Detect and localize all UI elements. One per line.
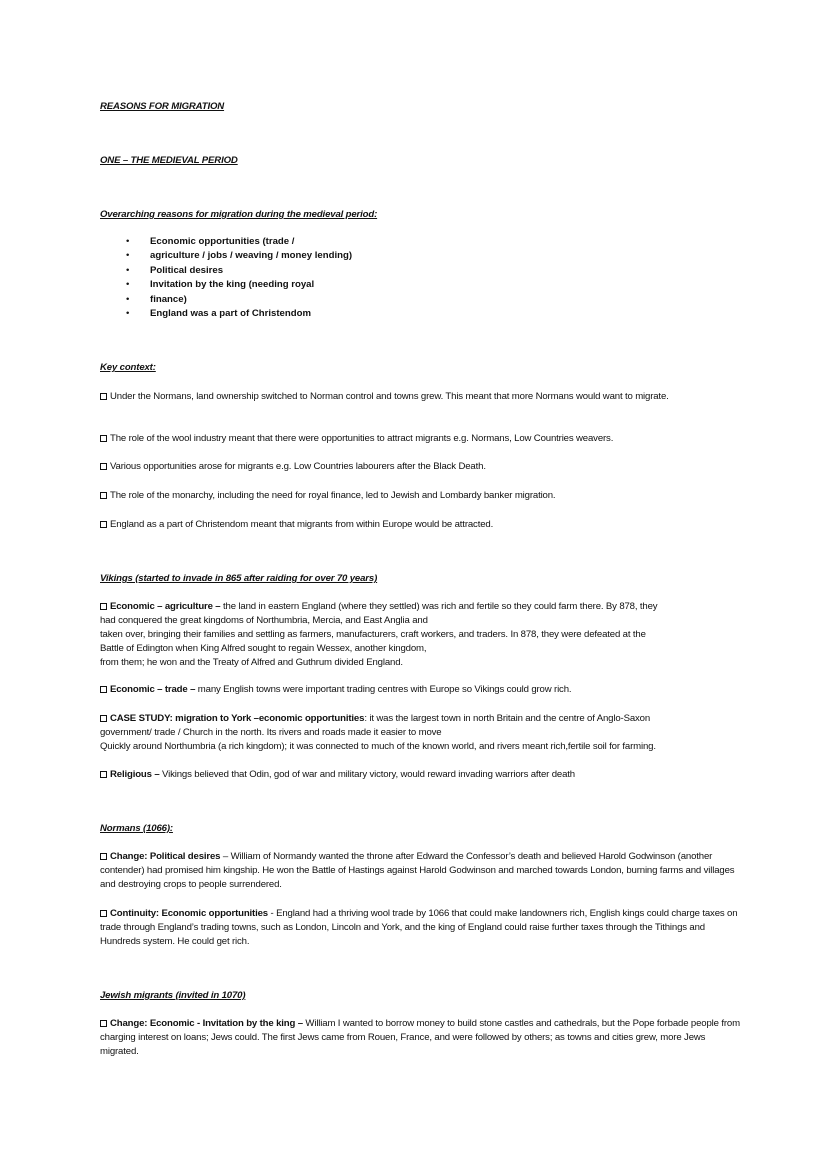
list-item: • finance) (100, 293, 352, 307)
overarching-list (100, 235, 352, 321)
list-item: • Political desires (100, 264, 352, 278)
list-item: • Invitation by the king (needing royal (100, 278, 352, 292)
checkbox-icon (100, 492, 107, 499)
list-item: • Economic opportunities (trade / (100, 235, 352, 249)
vikings-item: Religious – Vikings believed that Odin, god of war and military victory, would reward invading warriors after death (100, 768, 740, 782)
key-context-heading: Key context: (100, 362, 156, 373)
part-heading: ONE – THE MEDIEVAL PERIOD (100, 155, 238, 166)
list-item: • England was a part of Christendom (100, 307, 352, 321)
checkbox-icon (100, 603, 107, 610)
checkbox-icon (100, 393, 107, 400)
list-item: • agriculture / jobs / weaving / money lending) (100, 249, 352, 263)
vikings-item: CASE STUDY: migration to York –economic opportunities: it was the largest town in north Britain and the centre of Anglo-Saxon government/ trade / Church in the north. Its rivers and roads made it easier to move Quickly around Northumbria (a rich kingdom); it was connected to much of the known world, and rivers meant rich,fertile soil for farming. (100, 713, 656, 752)
checkbox-icon (100, 715, 107, 722)
normans-item: Change: Political desires – William of Normandy wanted the throne after Edward the Confessor’s death and believed Harold Godwinson (another contender) had promised him kingship. He won the Battle of Hastings against Harold Godwinson and marched towards London, burning farms and villages and destroying crops to people surrendered. (100, 851, 735, 890)
checkbox-icon (100, 435, 107, 442)
vikings-heading: Vikings (started to invade in 865 after raiding for over 70 years) (100, 573, 378, 584)
checkbox-icon (100, 771, 107, 778)
normans-heading: Normans (1066): (100, 823, 173, 834)
checkbox-icon (100, 910, 107, 917)
context-item: The role of the wool industry meant that there were opportunities to attract migrants e.g. Normans, Low Countries weavers. (100, 432, 740, 446)
context-item: Various opportunities arose for migrants e.g. Low Countries labourers after the Black Death. (100, 460, 740, 474)
vikings-item: Economic – trade – many English towns were important trading centres with Europe so Vikings could grow rich. (100, 683, 740, 697)
document-title: REASONS FOR MIGRATION (100, 101, 225, 112)
checkbox-icon (100, 521, 107, 528)
context-item: The role of the monarchy, including the need for royal finance, led to Jewish and Lombardy banker migration. (100, 489, 740, 503)
context-item: Under the Normans, land ownership switched to Norman control and towns grew. This meant that more Normans would want to migrate. (100, 390, 740, 404)
normans-item: Continuity: Economic opportunities - England had a thriving wool trade by 1066 that could make landowners rich, English kings could charge taxes on trade through England’s trading towns, such as London, Lincoln and York, and the king of England could raise further taxes through the Tithings and Hundreds system. He could get rich. (100, 908, 738, 947)
checkbox-icon (100, 1020, 107, 1027)
checkbox-icon (100, 686, 107, 693)
vikings-item: Economic – agriculture – the land in eastern England (where they settled) was rich and fertile so they could farm there. By 878, they had conquered the great kingdoms of Northumbria, Mercia, and East Anglia and taken over, bringing their families and settling as farmers, manufacturers, craft workers, and traders. In 878, they were defeated at the Battle of Edington when King Alfred sought to regain Wessex, another kingdom, from them; he won and the Treaty of Alfred and Guthrum divided England. (100, 601, 658, 668)
jewish-item: Change: Economic - Invitation by the king – William I wanted to borrow money to build stone castles and cathedrals, but the Pope forbade people from charging interest on loans; Jews could. The first Jews came from Rouen, France, and were followed by others; as towns and cities grew, more Jews migrated. (100, 1018, 740, 1057)
jewish-heading: Jewish migrants (invited in 1070) (100, 990, 246, 1001)
overarching-heading: Overarching reasons for migration during the medieval period: (100, 209, 378, 220)
checkbox-icon (100, 853, 107, 860)
context-item: England as a part of Christendom meant that migrants from within Europe would be attracted. (100, 518, 740, 532)
checkbox-icon (100, 463, 107, 470)
